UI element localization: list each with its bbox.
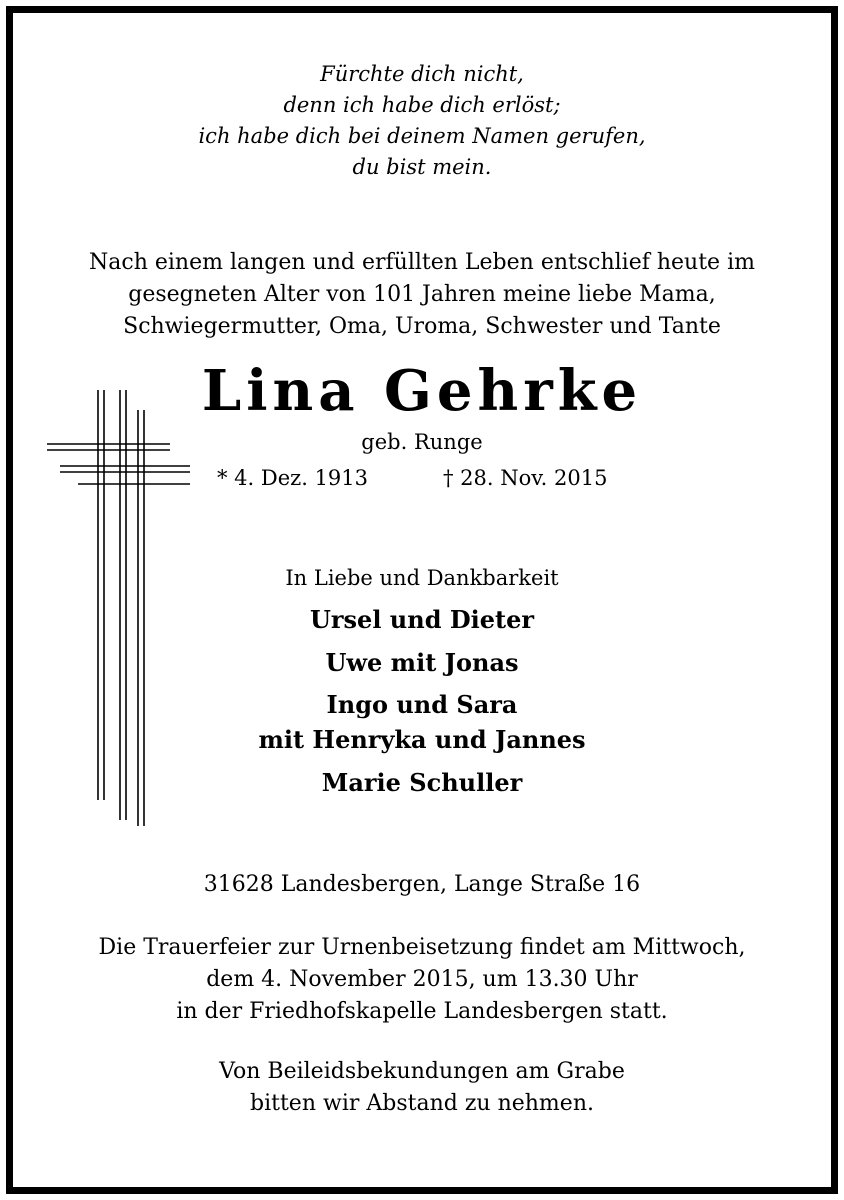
verse-line-1: Fürchte dich nicht, xyxy=(320,62,524,86)
death-date: † 28. Nov. 2015 xyxy=(443,466,608,490)
family-member: Ingo und Sara xyxy=(326,690,518,719)
family-member: Uwe mit Jonas xyxy=(325,648,519,677)
family-member: Ursel und Dieter xyxy=(309,605,535,634)
intro-line-1: Nach einem langen und erfüllten Leben entschlief heute im xyxy=(89,250,755,275)
verse-line-2: denn ich habe dich erlöst; xyxy=(283,93,561,117)
closing-line-2: bitten wir Abstand zu nehmen. xyxy=(250,1091,594,1116)
funeral-line-3: in der Friedhofskapelle Landesbergen statt. xyxy=(176,999,668,1024)
funeral-line-2: dem 4. November 2015, um 13.30 Uhr xyxy=(206,967,638,992)
birth-date: * 4. Dez. 1913 xyxy=(217,466,369,490)
verse-line-4: du bist mein. xyxy=(352,155,492,179)
family-member: mit Henryka und Jannes xyxy=(258,725,586,754)
closing-line-1: Von Beileidsbekundungen am Grabe xyxy=(219,1059,625,1084)
intro-line-3: Schwiegermutter, Oma, Uroma, Schwester und Tante xyxy=(123,314,721,339)
family-member: Marie Schuller xyxy=(321,768,523,797)
intro-line-2: gesegneten Alter von 101 Jahren meine liebe Mama, xyxy=(128,282,716,307)
funeral-line-1: Die Trauerfeier zur Urnenbeisetzung findet am Mittwoch, xyxy=(98,935,746,960)
family-intro: In Liebe und Dankbarkeit xyxy=(285,566,559,590)
address: 31628 Landesbergen, Lange Straße 16 xyxy=(203,872,641,897)
maiden-name: geb. Runge xyxy=(361,430,483,454)
deceased-name: Lina Gehrke xyxy=(201,358,643,424)
verse-line-3: ich habe dich bei deinem Namen gerufen, xyxy=(198,124,646,148)
